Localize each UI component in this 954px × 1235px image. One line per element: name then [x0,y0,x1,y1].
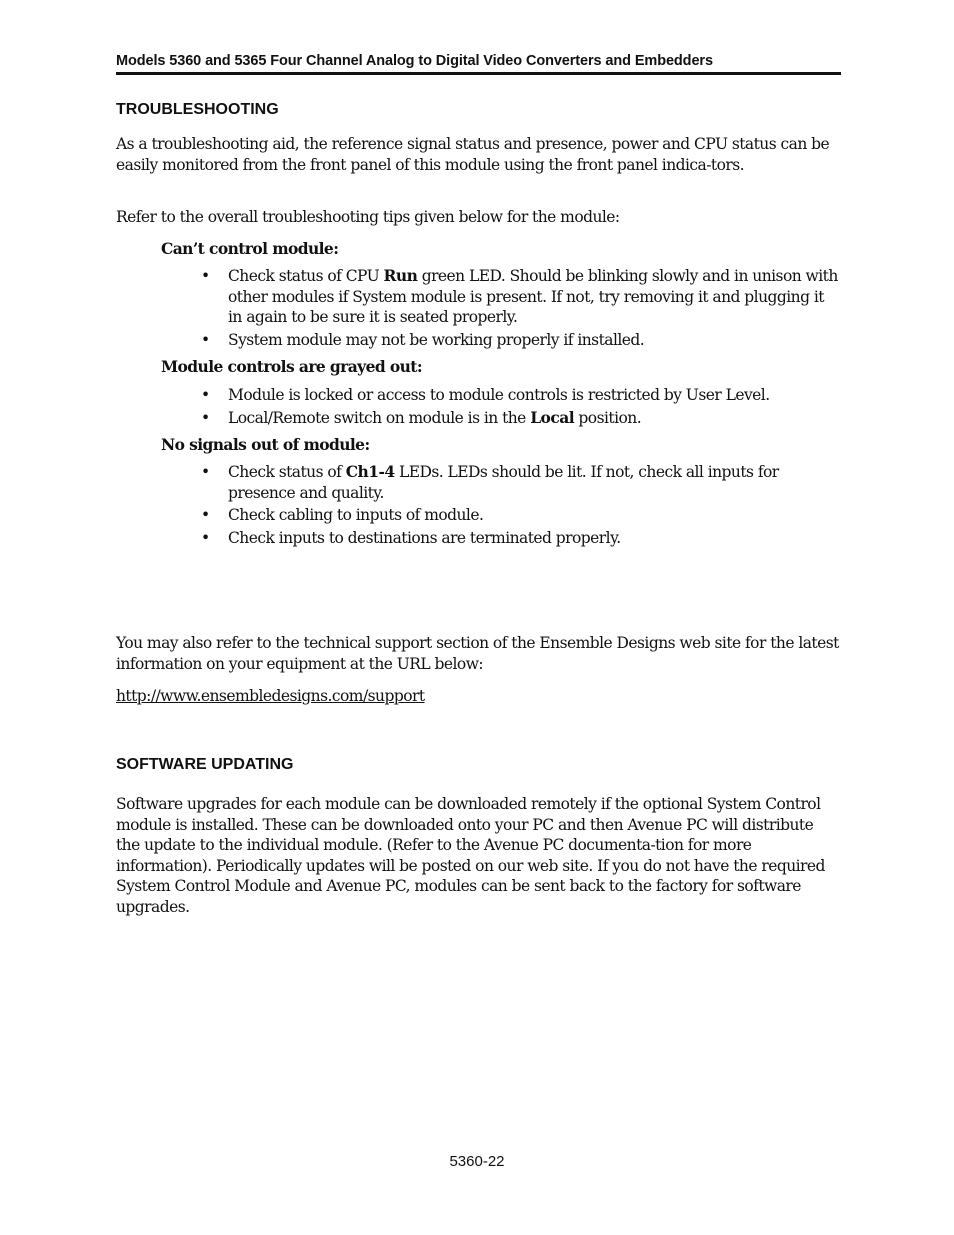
bullet-icon: • [201,463,210,481]
bullet-icon: • [201,330,210,349]
troubleshooting-heading: TROUBLESHOOTING [116,101,279,118]
support-url-link[interactable]: http://www.ensembledesigns.com/support [116,687,425,705]
list-item: • Check inputs to destinations are terminated properly. [201,528,621,547]
group-heading-grayed-out: Module controls are grayed out: [161,357,422,376]
troubleshooting-refer: Refer to the overall troubleshooting tips given below for the module: [116,208,620,226]
page-number: 5360-22 [449,1153,505,1170]
running-header: Models 5360 and 5365 Four Channel Analog to Digital Video Converters and Embedders [116,53,713,69]
list-item: • Module is locked or access to module controls is restricted by User Level. [201,386,770,404]
group-heading-no-signals: No signals out of module: [161,435,370,454]
bullet-list-no-signals [201,462,841,550]
troubleshooting-intro: As a troubleshooting aid, the reference signal status and presence, power and CPU status can be easily monitored from the front panel of this module using the front panel indica-tors. [116,135,830,174]
list-item: • Check status of CPU Run green LED. Should be blinking slowly and in unison with other modules if System module is present. If not, try removing it and plugging it in again to be sure it is seated properly. [201,266,838,327]
list-item: • System module may not be working properly if installed. [201,330,645,349]
group-heading-cant-control: Can’t control module: [161,239,339,258]
bullet-icon: • [201,506,210,525]
list-item: • Local/Remote switch on module is in the Local position. [201,407,642,427]
bullet-list-grayed-out [201,385,841,430]
bullet-icon: • [201,386,210,404]
bullet-list-cant-control [201,266,841,352]
header-rule [116,72,841,75]
software-updating-body: Software upgrades for each module can be downloaded remotely if the optional System Control module is installed. These can be downloaded onto your PC and then Avenue PC will distribute the update to the individual module. (Refer to the Avenue PC documenta-tion for more information). Periodically updates will be posted on our web site. If you do not have the required System Control Module and Avenue PC, modules can be sent back to the factory for software upgrades. [116,795,825,916]
support-url-line [116,686,840,707]
support-paragraph: You may also refer to the technical support section of the Ensemble Designs web site for the latest information on your equipment at the URL below: [116,634,839,673]
list-item: • Check status of Ch1-4 LEDs. LEDs should be lit. If not, check all inputs for presence and quality. [201,462,779,502]
software-updating-heading: SOFTWARE UPDATING [116,756,294,773]
bullet-icon: • [201,408,210,427]
list-item: • Check cabling to inputs of module. [201,506,484,525]
bullet-icon: • [201,267,210,285]
bullet-icon: • [201,528,210,547]
